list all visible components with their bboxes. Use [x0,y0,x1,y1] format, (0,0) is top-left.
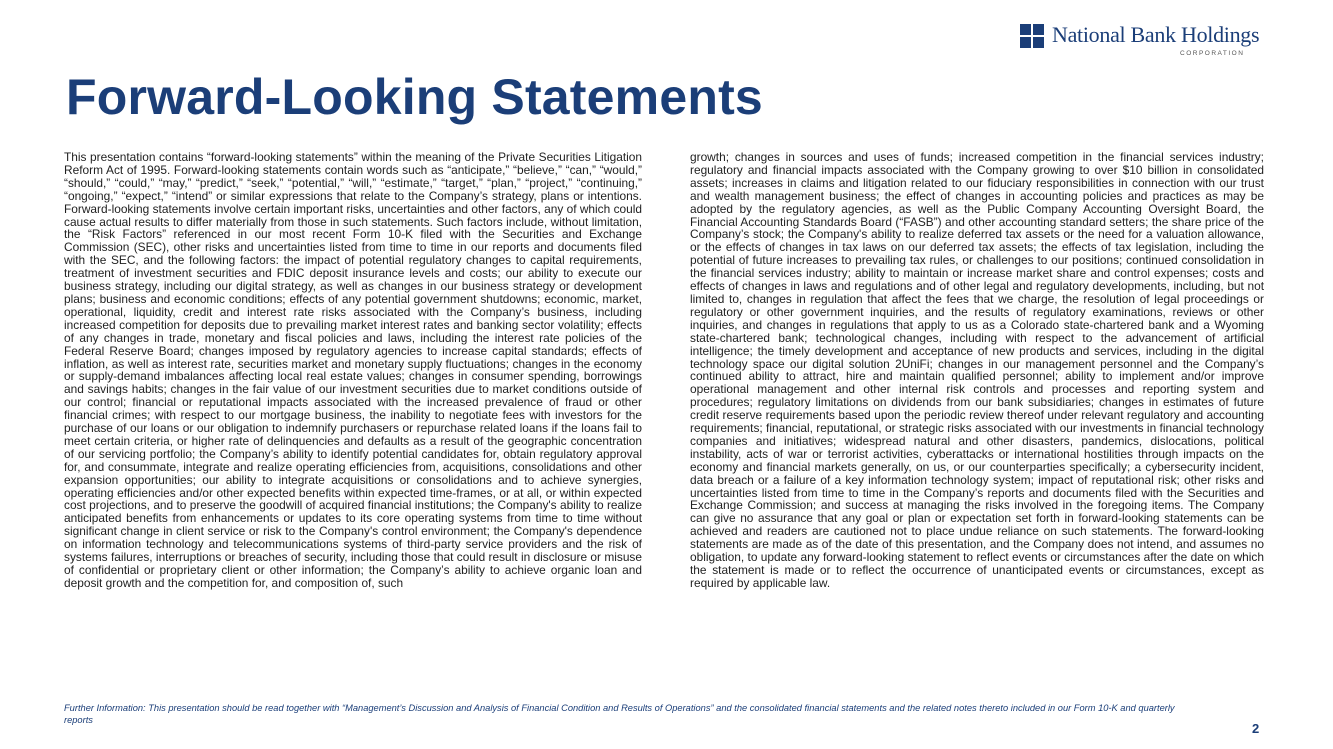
logo-company-subtitle: CORPORATION [1180,50,1245,57]
logo-company-name: National Bank Holdings [1052,22,1260,47]
body-left-column: This presentation contains “forward-looking statements” within the meaning of the Private Securities Litigation Reform Act of 1995. Forward-looking statements contain words such as “anticipate,” “believe,” “can,” “would,” “should,” “could,” “may,” “predict,” “seek,” “potential,” “will,” “estimate,” “target,” “plan,” “project,” “continuing,” “ongoing,” “expect,” “intend” or similar expressions that relate to the Company’s strategy, plans or intentions. Forward-looking statements involve certain important risks, uncertainties and other factors, any of which could cause actual results to differ materially from those in such statements. Such factors include, without limitation, the “Risk Factors” referenced in our most recent Form 10-K filed with the Securities and Exchange Commission (SEC), other risks and uncertainties listed from time to time in our reports and documents filed with the SEC, and the following factors: the impact of potential regulatory changes to capital requirements, treatment of investment securities and FDIC deposit insurance levels and costs; our ability to execute our business strategy, including our digital strategy, as well as changes in our business strategy or development plans; business and economic conditions; effects of any potential government shutdowns; economic, market, operational, liquidity, credit and interest rate risks associated with the Company’s business, including increased competition for deposits due to prevailing market interest rates and banking sector volatility; effects of any changes in trade, monetary and fiscal policies and laws, including the interest rate policies of the Federal Reserve Board; changes imposed by regulatory agencies to increase capital standards; effects of inflation, as well as interest rate, securities market and monetary supply fluctuations; changes in the economy or supply-demand imbalances affecting local real estate values; changes in consumer spending, borrowings and savings habits; changes in the fair value of our investment securities due to market conditions outside of our control; financial or reputational impacts associated with the increased prevalence of fraud or other financial crimes; with respect to our mortgage business, the inability to negotiate fees with investors for the purchase of our loans or our obligation to indemnify purchasers or repurchase related loans if the loans fail to meet certain criteria, or higher rate of delinquencies and defaults as a result of the geographic concentration of our servicing portfolio; the Company’s ability to identify potential candidates for, obtain regulatory approval for, and consummate, integrate and realize operating efficiencies from, acquisitions, consolidations and other expansion opportunities; our ability to integrate acquisitions or consolidations and to achieve synergies, operating efficiencies and/or other expected benefits within expected time-frames, or at all, or within expected cost projections, and to preserve the goodwill of acquired financial institutions; the Company's ability to realize anticipated benefits from enhancements or updates to its core operating systems from time to time without significant change in client service or risk to the Company's control environment; the Company's dependence on information technology and telecommunications systems of third-party service providers and the risk of systems failures, interruptions or breaches of security, including those that could result in disclosure or misuse of confidential or proprietary client or other information; the Company’s ability to achieve organic loan and deposit growth and the competition for, and composition of, such [64,150,642,590]
body-right-column: growth; changes in sources and uses of funds; increased competition in the financial services industry; regulatory and financial impacts associated with the Company growing to over $10 billion in consolidated assets; increases in claims and litigation related to our fiduciary responsibilities in connection with our trust and wealth management business; the effect of changes in accounting policies and practices as may be adopted by the regulatory agencies, as well as the Public Company Accounting Oversight Board, the Financial Accounting Standards Board (“FASB”) and other accounting standard setters; the share price of the Company’s stock; the Company's ability to realize deferred tax assets or the need for a valuation allowance, or the effects of changes in tax laws on our deferred tax assets; the effects of tax legislation, including the potential of future increases to prevailing tax rules, or challenges to our positions; continued consolidation in the financial services industry; ability to maintain or increase market share and control expenses; costs and effects of changes in laws and regulations and of other legal and regulatory developments, including, but not limited to, changes in regulation that affect the fees that we charge, the resolution of legal proceedings or regulatory or other government inquiries, and the results of regulatory examinations, reviews or other inquiries, and changes in regulations that apply to us as a Colorado state-chartered bank and a Wyoming state-chartered bank; technological changes, including with respect to the advancement of artificial intelligence; the timely development and acceptance of new products and services, including in the digital technology space our digital solution 2UniFi; changes in our management personnel and the Company’s continued ability to attract, hire and maintain qualified personnel; ability to implement and/or improve operational management and other internal risk controls and processes and reporting system and procedures; regulatory limitations on dividends from our bank subsidiaries; changes in estimates of future credit reserve requirements based upon the periodic review thereof under relevant regulatory and accounting requirements; financial, reputational, or strategic risks associated with our investments in financial technology companies and initiatives; widespread natural and other disasters, pandemics, dislocations, political instability, acts of war or terrorist activities, cyberattacks or international hostilities through impacts on the economy and financial markets generally, on us, or our counterparties specifically; a cybersecurity incident, data breach or a failure of a key information technology system; impact of reputational risk; other risks and uncertainties listed from time to time in the Company’s reports and documents filed with the Securities and Exchange Commission; and success at managing the risks involved in the foregoing items. The Company can give no assurance that any goal or plan or expectation set forth in forward-looking statements can be achieved and readers are cautioned not to place undue reliance on such statements. The forward-looking statements are made as of the date of this presentation, and the Company does not intend, and assumes no obligation, to update any forward-looking statement to reflect events or circumstances after the date on which the statement is made or to reflect the occurrence of unanticipated events or circumstances, except as required by applicable law. [690,150,1264,590]
slide-title: Forward-Looking Statements [66,69,763,125]
four-square-logo-icon [1020,24,1044,48]
company-logo [1020,22,1270,62]
footnote: Further Information: This presentation should be read together with “Management’s Discussion and Analysis of Financial Condition and Results of Operations” and the consolidated financial statements and the related notes thereto included in our Form 10-K and quarterly reports [64,703,1175,725]
page-number: 2 [1252,721,1260,736]
